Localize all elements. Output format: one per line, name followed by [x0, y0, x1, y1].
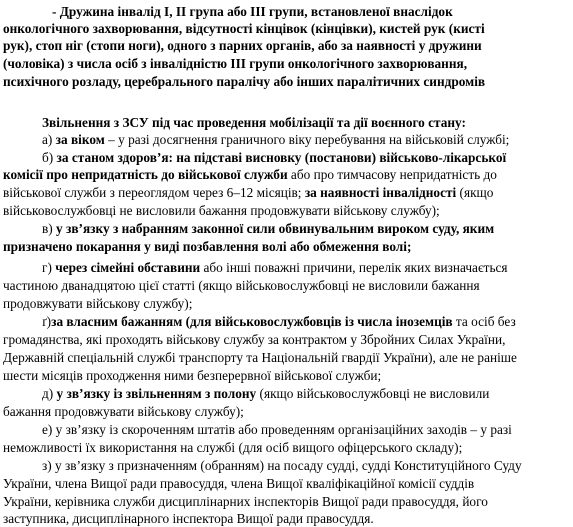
item-b-line-2: комісії про непридатність до військової служби або про тимчасову непридатність до	[3, 167, 497, 182]
item-a: а) за віком – у разі досягнення граничного віку перебування на військовій службі;	[42, 132, 510, 147]
item-g2-line-2: громадянства, які проходять військову службу за контрактом у Збройних Силах України,	[3, 332, 506, 347]
item-e-line-2: неможливості їх використання на службі (для осіб вищого офіцерського складу);	[3, 440, 463, 455]
item-v-line-1: в) у зв’язку з набранням законної сили обвинувальним вироком суду, яким	[42, 221, 495, 236]
item-d-line-1: д) у зв’язку із звільненням з полону (якщо військовослужбовці не висловили	[42, 386, 490, 401]
item-z-line-4: заступника, дисциплінарного інспектора Вищої ради правосуддя.	[3, 511, 374, 526]
intro-line-4: (чоловіка) з числа осіб з інвалідністю ІІІ групи онкологічного захворювання,	[3, 56, 468, 71]
item-g2-line-1: ґ)за власним бажанням (для військовослужбовців із числа іноземців та осіб без	[42, 314, 516, 329]
item-b-line-1: б) за станом здоров’я: на підставі висновку (постанови) військово-лікарської	[42, 150, 507, 165]
item-b-line-4: військовослужбовці не висловили бажання продовжувати військову службу);	[3, 203, 440, 218]
item-g-line-3: продовжувати військову службу);	[3, 296, 193, 311]
intro-line-1: - Дружина інвалід І, ІІ група або ІІІ групи, встановленої внаслідок	[52, 4, 453, 19]
intro-line-3: рук), стоп ніг (стопи ноги), одного з парних органів, або за наявності у дружини	[3, 38, 482, 53]
item-z-line-2: України, члена Вищої ради правосуддя, члена Вищої кваліфікаційної комісії суддів	[3, 476, 475, 491]
item-d-line-2: бажання продовжувати військову службу);	[3, 404, 244, 419]
item-g-line-2: частиною дванадцятою цієї статті (якщо військовослужбовці не висловили бажання	[3, 278, 480, 293]
item-e-line-1: е) у зв’язку із скороченням штатів або проведенням організаційних заходів – у разі	[42, 422, 512, 437]
item-b-line-3: військової служби з переоглядом через 6–12 місяців; за наявності інвалідності (якщо	[3, 185, 494, 200]
item-g2-line-4: шести місяців проходження ними безперервної військової служби;	[3, 368, 382, 383]
item-g2-line-3: Державній спеціальній службі транспорту та Національній гвардії України), але не раніше	[3, 350, 517, 365]
item-z-line-1: з) у зв’язку з призначенням (обранням) на посаду судді, судді Конституційного Суду	[42, 458, 522, 473]
intro-line-5: психічного розладу, церебрального паралічу або інших паралітичних синдромів	[3, 74, 486, 89]
item-v-line-2: призначено покарання у виді позбавлення волі або обмеження волі;	[3, 239, 412, 254]
item-g-line-1: г) через сімейні обставини або інші поважні причини, перелік яких визначається	[42, 260, 508, 275]
section-heading: Звільнення з ЗСУ під час проведення мобілізації та дії воєнного стану:	[42, 115, 466, 130]
item-z-line-3: України, керівника служби дисциплінарних інспекторів Вищої ради правосуддя, його	[3, 494, 488, 509]
intro-line-2: онкологічного захворювання, відсутності кінцівок (кінцівки), кистей рук (кисті	[3, 21, 485, 36]
